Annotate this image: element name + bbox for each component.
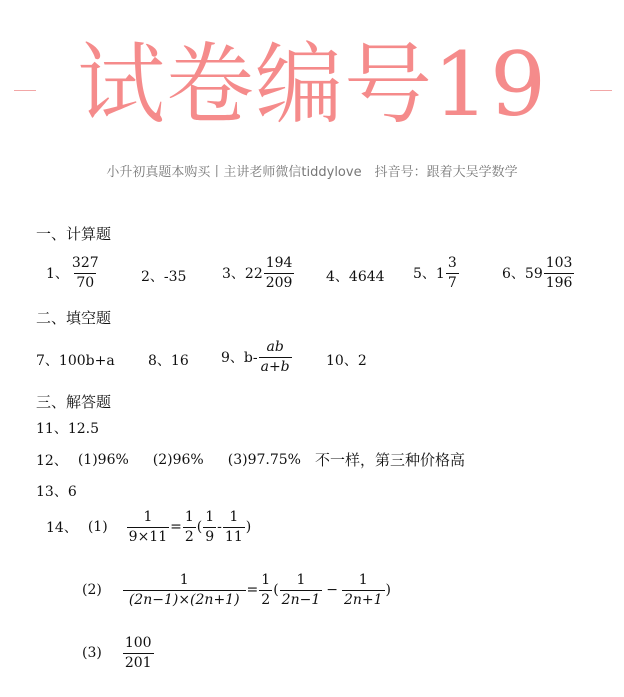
q14-p1-half-denominator: 2 <box>184 528 194 545</box>
q14-p2-lparen: ( <box>273 582 279 599</box>
q14-p1-equals: = <box>170 519 182 536</box>
q3-label: 3、22 <box>222 266 263 283</box>
answer-q13: 13、6 <box>36 484 77 500</box>
answer-q3 <box>222 256 295 290</box>
q14-p1-lhs-numerator: 1 <box>143 509 153 525</box>
q14-p2-half <box>259 573 272 607</box>
q14-p2-lhs-denominator: (2n−1)×(2n+1) <box>123 590 246 608</box>
section-heading-calc: 一、计算题 <box>36 225 112 243</box>
q3-denominator: 209 <box>265 274 293 291</box>
q3-fraction <box>264 256 295 290</box>
q14-p1-term2 <box>223 510 245 544</box>
answer-q14-part3 <box>82 636 155 670</box>
q14-p2-term2 <box>342 573 385 607</box>
q14-p2-fraction-lhs <box>123 573 246 607</box>
q12-part2: (2)96% <box>152 451 204 468</box>
answer-q6 <box>502 256 575 290</box>
q14-label: 14、 <box>46 520 78 537</box>
q14-p1-term2-denominator: 11 <box>224 528 243 545</box>
answer-q14-part2 <box>82 573 391 607</box>
q6-label: 6、59 <box>502 266 543 283</box>
q9-fraction <box>259 340 292 374</box>
q14-p2-rparen: ) <box>385 582 391 599</box>
q12-part1: (1)96% <box>77 451 129 468</box>
q12-label: 12、 <box>36 452 68 469</box>
q5-label: 5、1 <box>413 266 445 283</box>
q6-fraction <box>544 256 575 290</box>
q5-numerator: 3 <box>447 255 457 271</box>
q14-p2-term1 <box>280 573 323 607</box>
q14-p1-term1 <box>203 510 216 544</box>
q6-numerator: 103 <box>545 255 573 271</box>
q14-part3-label: (3) <box>82 645 102 662</box>
answer-q11: 11、12.5 <box>36 421 99 437</box>
answer-q2: 2、-35 <box>141 269 187 285</box>
q14-p3-numerator: 100 <box>124 635 152 651</box>
q1-numerator: 327 <box>71 255 99 271</box>
q14-p2-term2-numerator: 1 <box>358 572 368 588</box>
q12-conclusion: 不一样，第三种价格高 <box>314 451 465 469</box>
answer-q8: 8、16 <box>148 353 189 369</box>
q1-denominator: 70 <box>76 274 95 291</box>
q12-part3: (3)97.75% <box>227 451 301 468</box>
section-heading-solve: 三、解答题 <box>36 393 112 411</box>
q14-p2-equals: = <box>246 582 259 599</box>
q1-label: 1、 <box>46 266 69 283</box>
subtitle: 小升初真题本购买丨主讲老师微信tiddylove 抖音号：跟着大吴学数学 <box>106 165 518 180</box>
q14-part2-label: (2) <box>82 582 102 599</box>
answer-q1 <box>46 256 102 290</box>
q14-p1-minus: - <box>217 519 222 536</box>
title-banner <box>0 30 624 140</box>
answer-q12 <box>36 449 465 470</box>
section-heading-fill: 二、填空题 <box>36 309 112 327</box>
answer-q14-part1 <box>46 510 251 544</box>
answer-q9 <box>221 340 293 374</box>
q5-denominator: 7 <box>447 274 457 291</box>
q14-p3-denominator: 201 <box>124 654 152 671</box>
answer-q5 <box>413 256 460 290</box>
q9-numerator: ab <box>266 339 284 355</box>
q14-part1-label: (1) <box>87 519 108 536</box>
answer-q10: 10、2 <box>326 353 367 369</box>
q1-fraction <box>70 256 101 290</box>
q9-denominator: a+b <box>260 358 290 375</box>
q3-numerator: 194 <box>265 255 293 271</box>
q14-p2-minus: − <box>326 582 338 599</box>
q14-p1-lparen: ( <box>196 519 203 536</box>
answer-q4: 4、4644 <box>326 269 385 285</box>
q14-p1-half-numerator: 1 <box>184 509 194 525</box>
q5-fraction <box>446 256 459 290</box>
q6-denominator: 196 <box>545 274 573 291</box>
q14-p1-term1-denominator: 9 <box>205 528 215 545</box>
answer-q7: 7、100b+a <box>36 353 115 369</box>
q14-p2-term1-numerator: 1 <box>296 572 306 588</box>
q14-p3-fraction <box>123 636 154 670</box>
q14-p2-term2-denominator: 2n+1 <box>343 591 383 608</box>
q14-p2-term1-denominator: 2n−1 <box>281 591 321 608</box>
q14-p2-lhs-numerator: 1 <box>179 572 189 588</box>
q14-p1-fraction-lhs <box>127 510 169 544</box>
q14-p2-half-numerator: 1 <box>261 572 271 588</box>
q14-p1-half <box>183 510 196 544</box>
q14-p1-term2-numerator: 1 <box>229 509 239 525</box>
q9-label: 9、b- <box>221 350 258 367</box>
q14-p1-term1-numerator: 1 <box>205 509 215 525</box>
page-title: 试卷编号19 <box>77 33 547 136</box>
q14-p1-rparen: ) <box>245 519 252 536</box>
q14-p1-lhs-denominator: 9×11 <box>128 528 168 545</box>
q14-p2-half-denominator: 2 <box>261 591 271 608</box>
